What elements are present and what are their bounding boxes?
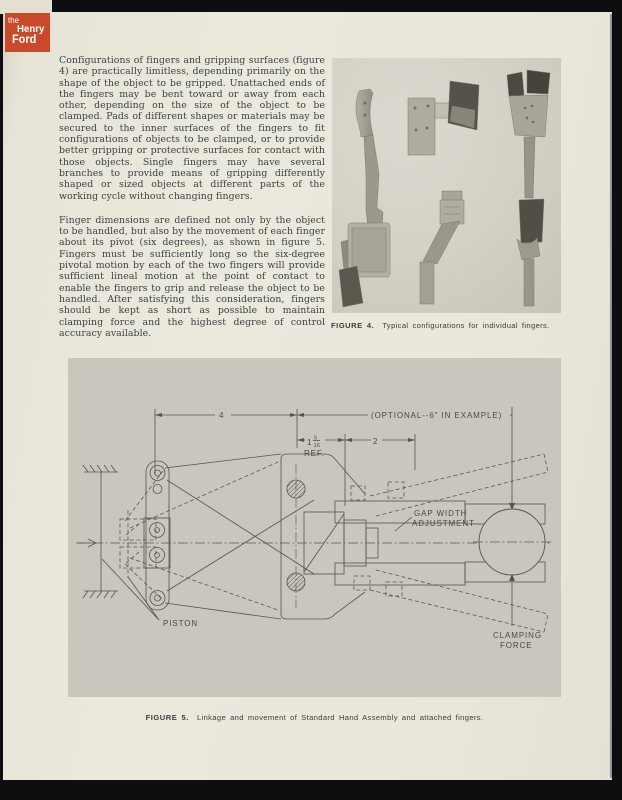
figure5-caption [68, 713, 561, 723]
body-text [59, 55, 325, 339]
logo-henry: Henry [17, 23, 45, 35]
ref-whole: 1 [307, 438, 313, 447]
ref-label: REF. [304, 449, 325, 458]
logo-the: the [8, 16, 20, 25]
logo-ford: Ford [12, 33, 37, 46]
pivot-upper [287, 480, 305, 498]
gap-width-label-line2: ADJUSTMENT [412, 519, 475, 528]
henry-ford-logo [5, 13, 50, 52]
figure5-caption-text: Linkage and movement of Standard Hand Assembly and attached fingers. [196, 713, 484, 722]
paragraph-2: Finger dimensions are defined not only by the object to be handled, but also by the movement of each finger about its pivot (six degrees), as shown in figure 5. Fingers must be sufficiently long so the six-degree pivotal motion by each of the two fingers will provide sufficient lineal motion at the point of contact to enable the fingers to grip and release the object to be handled. After satisfying this consideration, fingers should be kept as short as possible to maintain clamping force and the highest degree of control accuracy available. [59, 214, 325, 339]
clamping-force-label-line1: CLAMPING [493, 631, 542, 640]
piston-label: PISTON [163, 619, 199, 628]
book-edge [610, 14, 612, 778]
gap-width-label-line1: GAP WIDTH [414, 509, 468, 518]
figure4-caption [331, 321, 611, 331]
figure5-label: FIGURE 5. [145, 713, 189, 722]
page-corner [0, 0, 52, 14]
ref-denominator: 16 [313, 443, 321, 449]
pivot-lower [287, 573, 305, 591]
figure4-label: FIGURE 4. [331, 321, 375, 330]
figure4-caption-text: Typical configurations for individual fingers. [382, 321, 550, 330]
dim-label-4: 4 [219, 411, 225, 420]
clamping-force-label-line2: FORCE [500, 641, 533, 650]
ref-numerator: 5 [314, 435, 318, 442]
paragraph-1: Configurations of fingers and gripping surfaces (figure 4) are practically limitless, depending primarily on the shape of the object to be gripped. Unattached ends of the fingers may be bent toward or away from each other, depending on the size of the object to be clamped. Pads of different shapes or materials may be secured to the inner surfaces of the fingers to fit configurations of objects to be clamped, or to provide better gripping or protective surfaces for contact with those objects. Single fingers may have several branches to provide means of gripping differently shaped or sized objects at different parts of the working cycle without changing fingers. [59, 55, 325, 202]
dim-label-optional: (OPTIONAL--6" IN EXAMPLE) [371, 411, 503, 420]
dim-label-2: 2 [373, 437, 379, 446]
figure5-drawing [68, 358, 561, 697]
figure4-photo [332, 58, 561, 313]
